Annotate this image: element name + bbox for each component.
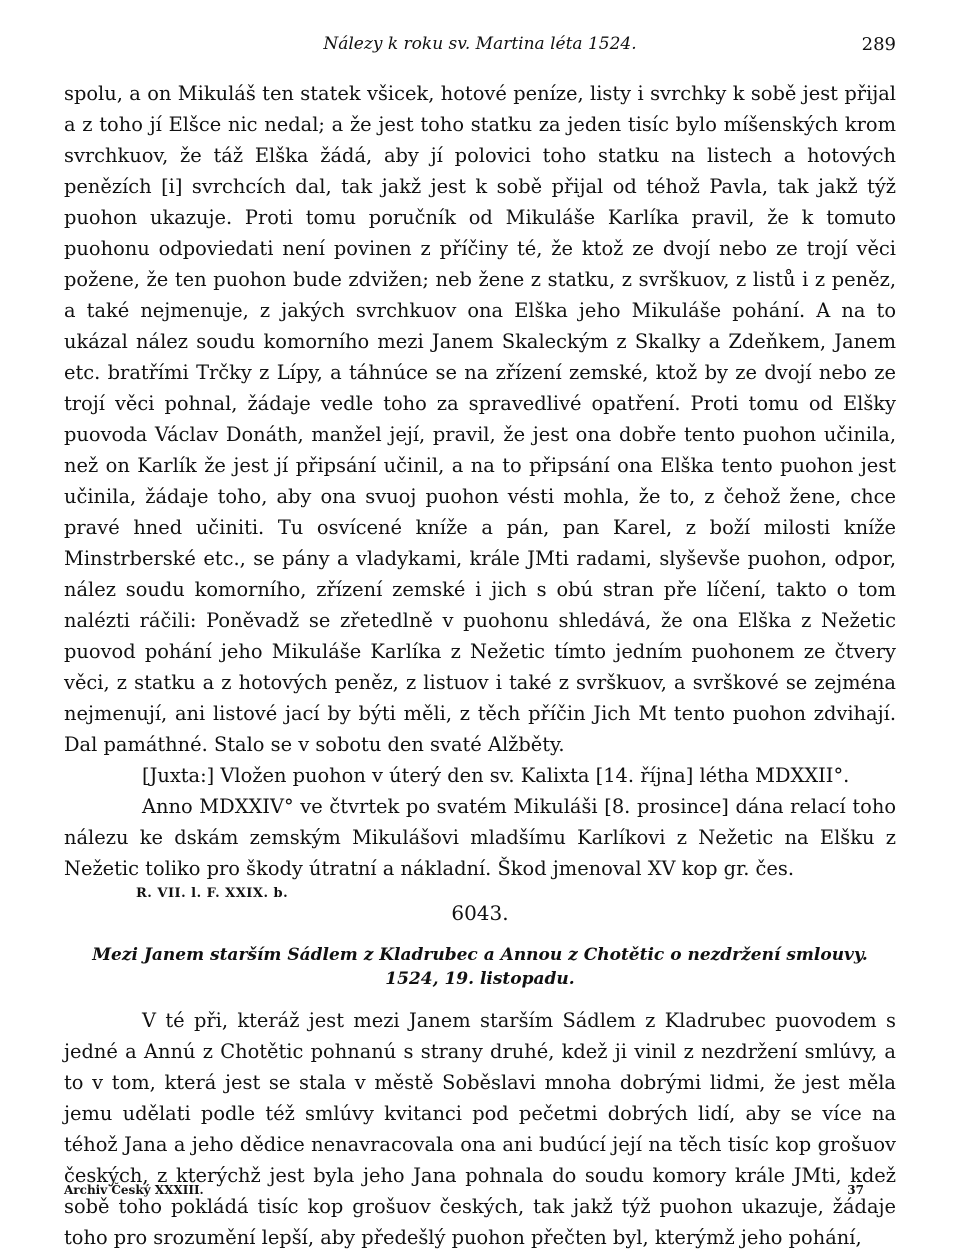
paragraph-relation: Anno MDXXIV° ve čtvrtek po svatém Mikuláši [8. prosince] dána relací toho nálezu ke dskám zemským Mikulášovi mladšímu Karlíkovi z Nežetic na Elšku z Nežetic toliko pro škody útratní a nákladní. Škod jmenoval XV kop gr. čes. <box>64 795 896 880</box>
paragraph-continuation: spolu, a on Mikuláš ten statek všicek, hotové peníze, listy i svrchky k sobě jest přijal a z toho jí Elšce nic nedal; a že jest toho statku za jeden tisíc bylo míšenských krom svrchkuov, že táž Elška žádá, aby jí polovici toho statku na listech a hotových penězích [i] svrchcích dal, tak jakž jest k sobě přijal od téhož Pavla, tak jakž týž puohon ukazuje. Proti tomu poručník od Mikuláše Karlíka pravil, že k tomuto puohonu odpoviedati není povinen z příčiny té, že ktož ze dvojí nebo ze trojí věci požene, že ten puohon bude zdvižen; neb žene z statku, z svrškuov, z listů i z peněz, a také nejmenuje, z jakých svrchkuov ona Elška jeho Mikuláše pohání. A na to ukázal nález soudu komorního mezi Janem Skaleckým z Skalky a Zdeňkem, Janem etc. bratřími Trčky z Lípy, a táhnúce se na zřízení zemské, ktož by ze dvojí nebo ze trojí věci pohnal, žádaje vedle toho za spravedlivé opatření. Proti tomu od Elšky puovoda Václav Donáth, manžel její, pravil, že jest ona dobře tento puohon učinila, než on Karlík že jest jí připsání učinil, a na to připsání ona Elška tento puohon jest učinila, žádaje toho, aby ona svuoj puohon vésti mohla, že to, z čehož žene, chce pravé hned učiniti. Tu osvícené kníže a pán, pan Karel, z boží milosti kníže Minstrberské etc., se pány a vladykami, krále JMti radami, slyševše puohon, odpor, nález soudu komorního, zřízení zemské i jich s obú stran pře líčení, takto o tom nalézti ráčili: Poněvadž se zřetedlně v puohonu shledává, že ona Elška z Nežetic puovod pohání jeho Mikuláše Karlíka z Nežetic tímto jedním puohonem ze čtvery věci, z statku a z hotových peněz, z listuov i také z svrškuov, a svrškové se zejména nejmenují, ani listové jací by býti měli, z těch příčin Jich Mt tento puohon zdvihají. Dal památhné. Stalo se v sobotu den svaté Alžběty. <box>64 82 896 756</box>
footer-signature-number: 37 <box>847 1183 864 1197</box>
page-header <box>64 28 896 62</box>
footer-series-title: Archiv Český XXXIII. <box>64 1183 204 1197</box>
document-date: 1524, 19. listopadu. <box>385 969 575 989</box>
document-title: Mezi Janem starším Sádlem z Kladrubec a Annou z Chotětic o nezdržení smlouvy. <box>92 945 868 965</box>
page-number: 289 <box>861 34 896 55</box>
running-head: Nálezy k roku sv. Martina léta 1524. <box>323 34 637 54</box>
page <box>64 28 896 1253</box>
paragraph-new-case: V té při, kteráž jest mezi Janem starším Sádlem z Kladrubec puovodem s jedné a Annú z Chotětic pohnanú s strany druhé, kdež ji vinil z nezdržení smlúvy, a to v tom, která jest se stala v městě Soběslavi mnoha dobrými lidmi, že jest měla jemu udělati podle též smlúvy kvitanci pod pečetmi dobrých lidí, aby se více na téhož Jana a jeho dědice nenavracovala ona ani budúcí její na těch tisíc kop grošuov českých, z kterýchž jest byla jeho Jana pohnala do soudu komory krále JMti, kdež sobě toho pokládá tisíc kop grošuov českých, tak jakž týž puohon ukazuje, žádaje toho pro srozumění lepší, aby předešlý puohon přečten byl, kterýmž jeho pohání, <box>64 1009 896 1249</box>
source-reference: R. VII. l. F. XXIX. b. <box>136 886 289 901</box>
page-footer <box>0 1183 960 1203</box>
paragraph-juxta: [Juxta:] Vložen puohon v úterý den sv. Kalixta [14. října] létha MDXXII°. <box>142 764 850 787</box>
document-number: 6043. <box>451 901 509 925</box>
